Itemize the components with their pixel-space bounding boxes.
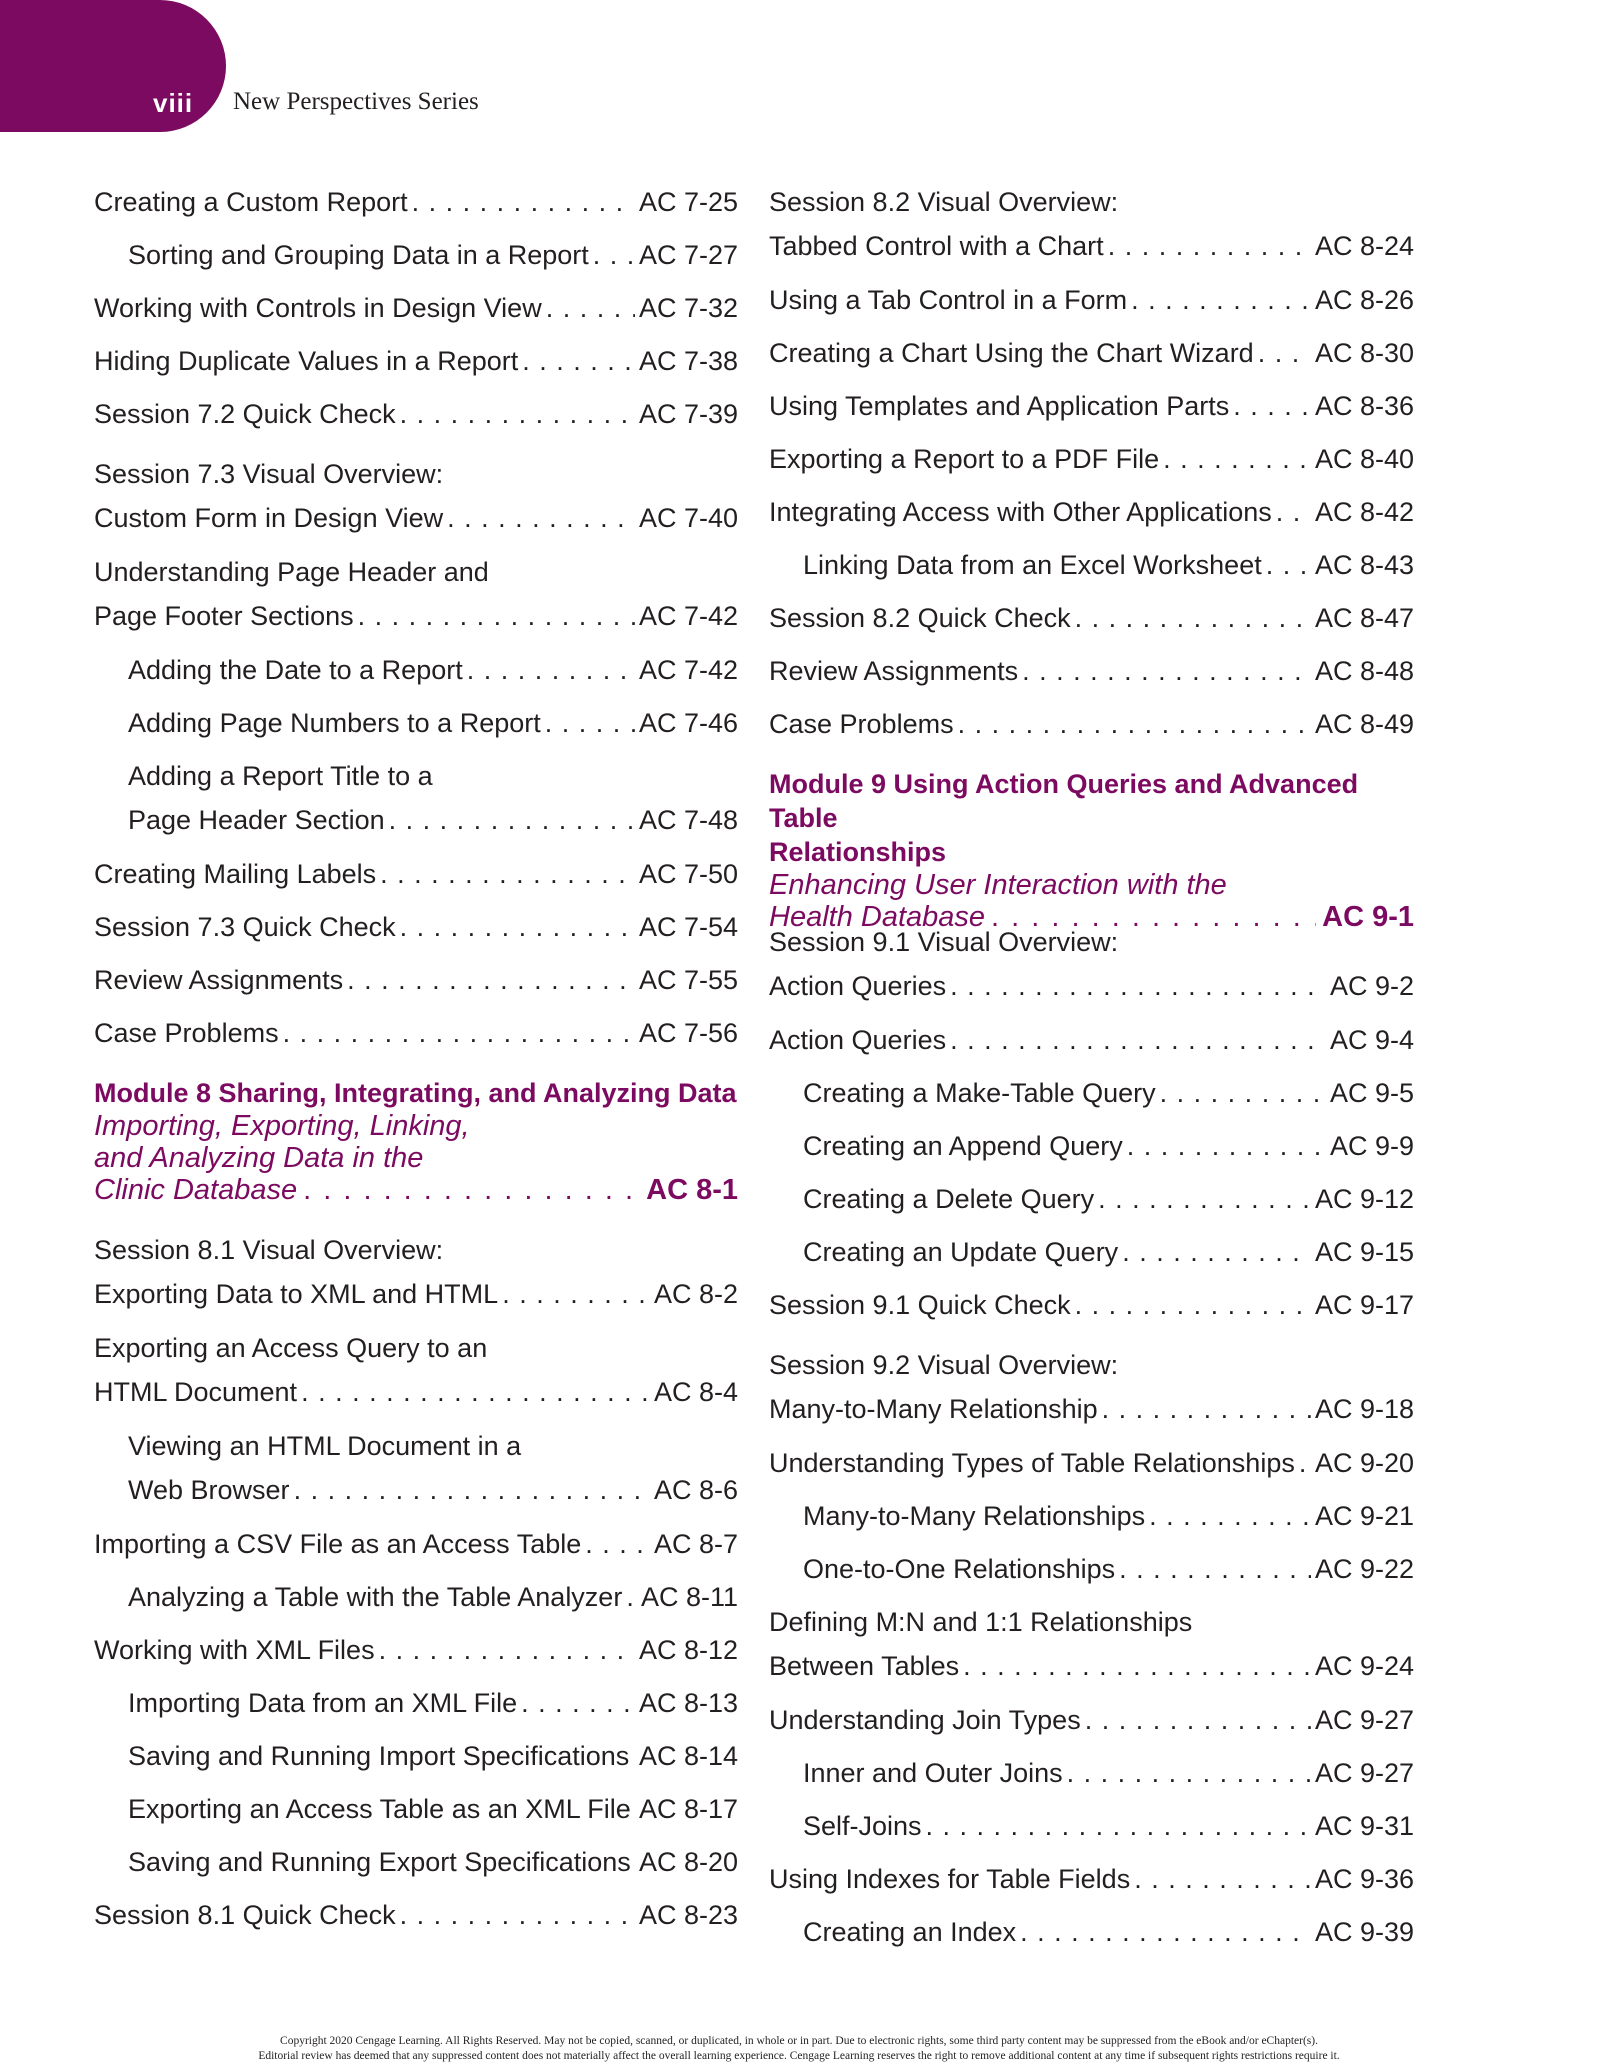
toc-entry: Inner and Outer Joins . . . AC 9-27: [803, 1751, 1414, 1795]
toc-entry: Linking Data from an Excel Worksheet . . . AC 8-43: [803, 543, 1414, 587]
toc-entry: Session 7.3 Visual Overview: Custom Form in Design View . . . AC 7-40: [94, 452, 738, 540]
toc-entry: Session 8.1 Visual Overview: Exporting Data to XML and HTML . . . AC 8-2: [94, 1228, 738, 1316]
toc-entry: Session 8.1 Quick Check . . . AC 8-23: [94, 1893, 738, 1937]
toc-entry: Self-Joins . . . AC 9-31: [803, 1804, 1414, 1848]
toc-entry: Working with XML Files . . . AC 8-12: [94, 1628, 738, 1672]
toc-entry: Session 9.1 Visual Overview: Action Queries . . . AC 9-2: [769, 920, 1414, 1008]
toc-entry: Analyzing a Table with the Table Analyzer . . . AC 8-11: [128, 1575, 738, 1619]
copyright-line-1: Copyright 2020 Cengage Learning. All Rights Reserved. May not be copied, scanned, or duplicated, in whole or in part. Due to electronic rights, some third party content may be suppressed from the eBook and/or eChapter(s).: [280, 2035, 1318, 2047]
module-9-heading: Module 9 Using Action Queries and Advanced Table Relationships Enhancing User Interaction with the Health Database . . . AC 9-1: [769, 767, 1414, 933]
toc-entry: Session 9.1 Quick Check . . . AC 9-17: [769, 1283, 1414, 1327]
copyright-footer: [150, 2034, 1448, 2064]
toc-entry: Creating a Delete Query . . . AC 9-12: [803, 1177, 1414, 1221]
toc-entry: Sorting and Grouping Data in a Report . . . AC 7-27: [128, 233, 738, 277]
toc-entry: Adding the Date to a Report . . . AC 7-42: [128, 648, 738, 692]
toc-entry: Saving and Running Export Specifications . . . AC 8-20: [128, 1840, 738, 1884]
toc-entry: Session 7.2 Quick Check . . . AC 7-39: [94, 392, 738, 436]
toc-entry: Session 8.2 Visual Overview: Tabbed Control with a Chart . . . AC 8-24: [769, 180, 1414, 268]
toc-entry: Importing a CSV File as an Access Table . . . AC 8-7: [94, 1522, 738, 1566]
toc-entry: Understanding Page Header and Page Footer Sections . . . AC 7-42: [94, 550, 738, 638]
series-title: New Perspectives Series: [233, 88, 479, 115]
page-number-tab: [0, 0, 226, 132]
toc-entry: One-to-One Relationships . . . AC 9-22: [803, 1547, 1414, 1591]
toc-entry: Integrating Access with Other Applications . . . AC 8-42: [769, 490, 1414, 534]
toc-entry: Exporting a Report to a PDF File . . . AC 8-40: [769, 437, 1414, 481]
toc-entry: Using Indexes for Table Fields . . . AC 9-36: [769, 1857, 1414, 1901]
copyright-line-2: Editorial review has deemed that any suppressed content does not materially affect the overall learning experience. Cengage Learning reserves the right to remove additional content at any time if subsequent rights restrictions require it.: [258, 2050, 1340, 2062]
module-8-heading: Module 8 Sharing, Integrating, and Analyzing Data Importing, Exporting, Linking, and Analyzing Data in the Clinic Database . . . AC 8-1: [94, 1076, 738, 1206]
toc-entry: Case Problems . . . AC 7-56: [94, 1011, 738, 1055]
page-number: viii: [153, 88, 194, 118]
toc-entry: Many-to-Many Relationships . . . AC 9-21: [803, 1494, 1414, 1538]
toc-entry: Hiding Duplicate Values in a Report . . . AC 7-38: [94, 339, 738, 383]
toc-entry: Exporting an Access Query to an HTML Document . . . AC 8-4: [94, 1326, 738, 1414]
toc-entry: Creating a Make-Table Query . . . AC 9-5: [803, 1071, 1414, 1115]
toc-entry: Review Assignments . . . AC 8-48: [769, 649, 1414, 693]
toc-entry: Creating an Update Query . . . AC 9-15: [803, 1230, 1414, 1274]
toc-entry: Adding Page Numbers to a Report . . . AC 7-46: [128, 701, 738, 745]
toc-entry: Action Queries . . . AC 9-4: [769, 1018, 1414, 1062]
toc-entry: Case Problems . . . AC 8-49: [769, 702, 1414, 746]
toc-entry: Defining M:N and 1:1 Relationships Between Tables . . . AC 9-24: [769, 1600, 1414, 1688]
toc-entry: Saving and Running Import Specifications . . . AC 8-14: [128, 1734, 738, 1778]
toc-entry: Using Templates and Application Parts . . . AC 8-36: [769, 384, 1414, 428]
toc-entry: Exporting an Access Table as an XML File . . . AC 8-17: [128, 1787, 738, 1831]
toc-entry: Session 7.3 Quick Check . . . AC 7-54: [94, 905, 738, 949]
toc-entry: Understanding Types of Table Relationships . . . AC 9-20: [769, 1441, 1414, 1485]
toc-entry: Using a Tab Control in a Form . . . AC 8-26: [769, 278, 1414, 322]
toc-entry: Creating Mailing Labels . . . AC 7-50: [94, 852, 738, 896]
toc-entry: Review Assignments . . . AC 7-55: [94, 958, 738, 1002]
toc-entry: Session 9.2 Visual Overview: Many-to-Many Relationship . . . AC 9-18: [769, 1343, 1414, 1431]
toc-entry: Viewing an HTML Document in a Web Browser . . . AC 8-6: [128, 1424, 738, 1512]
toc-entry: Session 8.2 Quick Check . . . AC 8-47: [769, 596, 1414, 640]
toc-entry: Creating a Custom Report . . . AC 7-25: [94, 180, 738, 224]
toc-entry: Understanding Join Types . . . AC 9-27: [769, 1698, 1414, 1742]
toc-entry: Creating an Index . . . AC 9-39: [803, 1910, 1414, 1954]
toc-entry: Creating a Chart Using the Chart Wizard . . . AC 8-30: [769, 331, 1414, 375]
toc-entry: Creating an Append Query . . . AC 9-9: [803, 1124, 1414, 1168]
toc-entry: Importing Data from an XML File . . . AC 8-13: [128, 1681, 738, 1725]
toc-entry: Working with Controls in Design View . . . AC 7-32: [94, 286, 738, 330]
toc-entry: Adding a Report Title to a Page Header Section . . . AC 7-48: [128, 754, 738, 842]
